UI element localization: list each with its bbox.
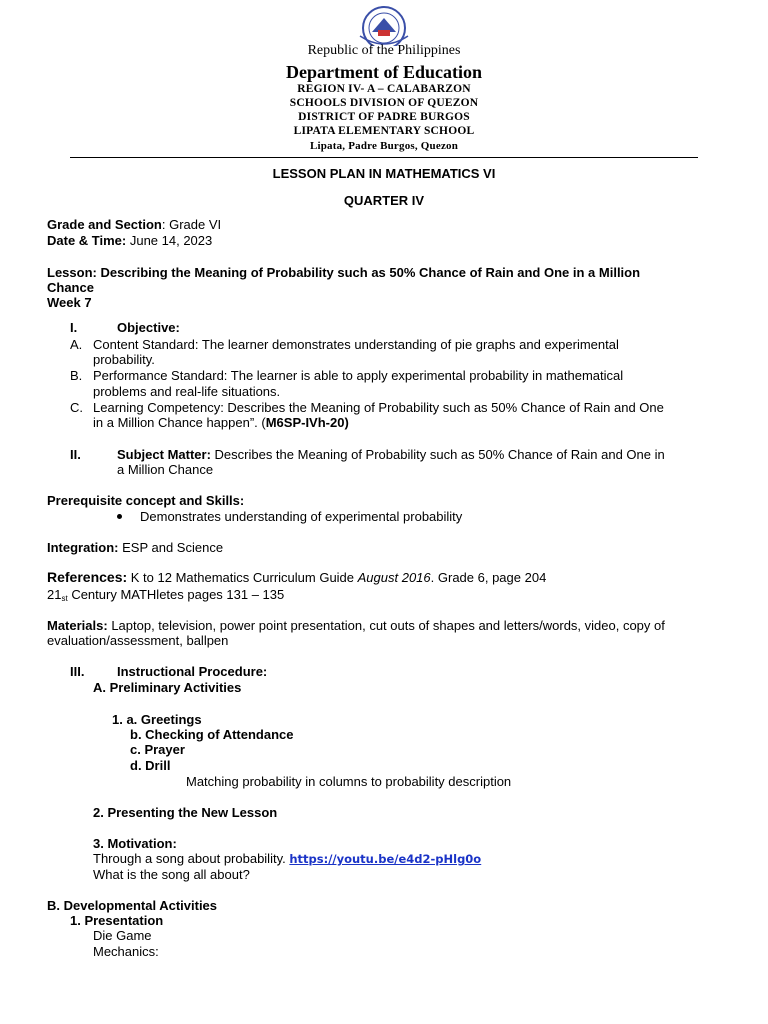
integration-label: Integration: xyxy=(47,540,119,555)
greetings-item: 1. a. Greetings xyxy=(112,712,202,727)
district-text: DISTRICT OF PADRE BURGOS xyxy=(298,111,470,123)
motivation-question: What is the song all about? xyxy=(93,867,250,882)
division-text: SCHOOLS DIVISION OF QUEZON xyxy=(289,97,479,109)
lesson-line xyxy=(47,265,720,281)
grade-section xyxy=(47,217,221,233)
subject-num: II. xyxy=(70,447,81,462)
performance-standard-line1: Performance Standard: The learner is able to apply experimental probability in mathematical xyxy=(93,368,624,383)
motivation-text: Through a song about probability. xyxy=(93,851,290,866)
school-name: LIPATA ELEMENTARY SCHOOL xyxy=(293,125,475,137)
song-video-link[interactable]: https://youtu.be/e4d2-pHlg0o xyxy=(289,852,482,866)
subject-label: Subject Matter: xyxy=(117,447,211,462)
references-label: References: xyxy=(47,569,128,585)
learning-competency-line2 xyxy=(93,415,349,431)
materials-text: Laptop, television, power point presentation, cut outs of shapes and letters/words, video, copy of xyxy=(107,618,665,633)
integration-value: ESP and Science xyxy=(118,540,224,555)
lesson-title-cont: Chance xyxy=(47,280,94,295)
content-standard-line1: Content Standard: The learner demonstrates understanding of pie graphs and experimental xyxy=(93,337,619,352)
drill-item: d. Drill xyxy=(130,758,171,773)
grade-value: : Grade VI xyxy=(161,217,222,232)
subject-matter-line xyxy=(117,447,665,463)
learning-competency-text: in a Million Chance happen”. ( xyxy=(93,415,266,430)
references-book: Century MATHletes pages 131 – 135 xyxy=(67,587,285,602)
content-standard-line2: probability. xyxy=(93,352,155,367)
new-lesson-heading: 2. Presenting the New Lesson xyxy=(93,805,278,820)
materials-line xyxy=(47,618,665,634)
motivation-heading: 3. Motivation: xyxy=(93,836,177,851)
references-text1: K to 12 Mathematics Curriculum Guide xyxy=(127,570,358,585)
references-suffix: st xyxy=(61,594,68,603)
school-address: Lipata, Padre Burgos, Quezon xyxy=(309,140,459,152)
date-label: Date & Time: xyxy=(47,233,127,248)
motivation-line xyxy=(93,851,481,868)
republic-text: Republic of the Philippines xyxy=(307,43,461,58)
references-text2: . Grade 6, page 204 xyxy=(430,570,547,585)
header-divider xyxy=(70,157,698,158)
region-text: REGION IV- A – CALABARZON xyxy=(297,83,471,95)
drill-description: Matching probability in columns to probability description xyxy=(186,774,512,789)
objective-b-letter: B. xyxy=(70,368,83,383)
materials-label: Materials: xyxy=(47,618,108,633)
presentation-heading: 1. Presentation xyxy=(70,913,164,928)
developmental-heading: B. Developmental Activities xyxy=(47,898,218,913)
objective-heading: Objective: xyxy=(117,320,180,335)
date-value: June 14, 2023 xyxy=(126,233,213,248)
materials-text-cont: evaluation/assessment, ballpen xyxy=(47,633,229,648)
mechanics-text: Mechanics: xyxy=(93,944,159,959)
subject-text: Describes the Meaning of Probability such as 50% Chance of Rain and One in xyxy=(210,447,665,462)
references-line xyxy=(47,570,546,586)
integration-line xyxy=(47,540,223,556)
subject-text-cont: a Million Chance xyxy=(117,462,214,477)
die-game-text: Die Game xyxy=(93,928,152,943)
objective-num: I. xyxy=(70,320,78,335)
procedure-heading: Instructional Procedure: xyxy=(117,664,268,679)
prereq-heading: Prerequisite concept and Skills: xyxy=(47,493,245,508)
deped-seal-logo xyxy=(352,6,416,46)
references-date: August 2016 xyxy=(357,570,431,585)
prayer-item: c. Prayer xyxy=(130,742,185,757)
lesson-week: Week 7 xyxy=(47,295,92,310)
bullet-icon xyxy=(117,514,122,519)
preliminary-heading: A. Preliminary Activities xyxy=(93,680,242,695)
objective-a-letter: A. xyxy=(70,337,83,352)
lesson-label: Lesson: xyxy=(47,265,97,280)
department-name: Department of Education xyxy=(286,62,482,82)
references-line2 xyxy=(47,587,284,607)
lesson-title: Describing the Meaning of Probability such as 50% Chance of Rain and One in a Million xyxy=(96,265,641,280)
learning-competency-line1: Learning Competency: Describes the Meaning of Probability such as 50% Chance of Rain and One xyxy=(93,400,664,415)
references-num: 21 xyxy=(47,587,62,602)
performance-standard-line2: problems and real-life situations. xyxy=(93,384,281,399)
competency-code: M6SP-IVh-20) xyxy=(265,415,349,430)
objective-c-letter: C. xyxy=(70,400,83,415)
procedure-num: III. xyxy=(70,664,85,679)
grade-label: Grade and Section xyxy=(47,217,162,232)
quarter-title: QUARTER IV xyxy=(343,193,425,208)
prereq-item: Demonstrates understanding of experimental probability xyxy=(140,509,463,524)
attendance-item: b. Checking of Attendance xyxy=(130,727,294,742)
date-time xyxy=(47,233,212,249)
lesson-plan-title: LESSON PLAN IN MATHEMATICS VI xyxy=(272,166,496,181)
